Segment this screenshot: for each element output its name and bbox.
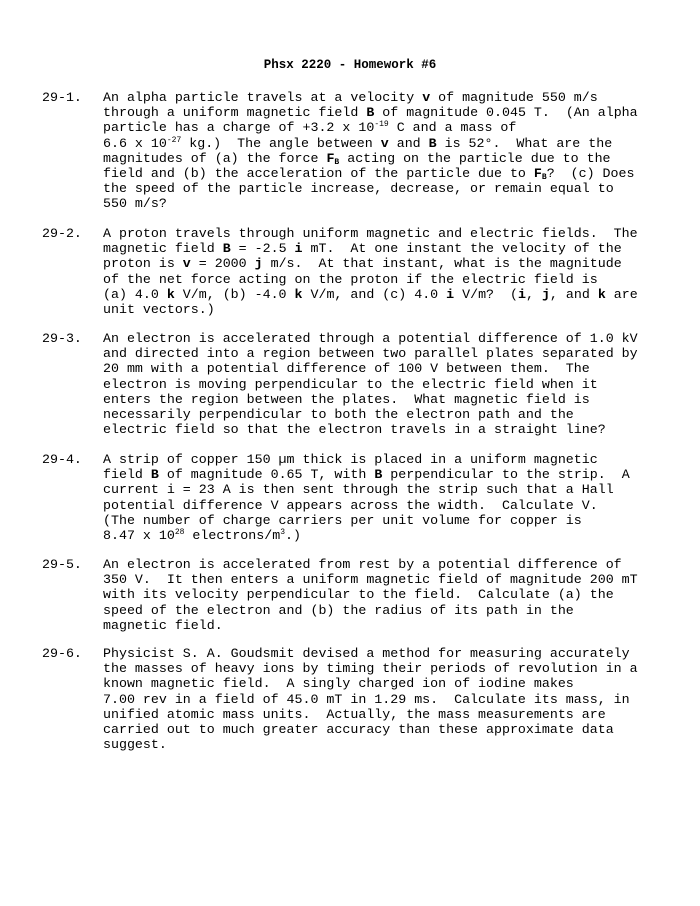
text-line: carried out to much greater accuracy than these approximate data: [103, 721, 614, 737]
text-line: 8.47 x $10^{28}$ electrons/$m^3$.): [103, 527, 301, 543]
text-line: current i = 23 A is then sent through the strip such that a Hall: [103, 482, 614, 498]
problem-text: [103, 557, 668, 633]
text-line: potential difference V appears across the width. Calculate V.: [103, 497, 598, 513]
text-line: An electron is accelerated through a potential difference of 1.0 kV: [103, 331, 638, 346]
problem-number: 29-4.: [42, 452, 82, 467]
problem-text: [103, 90, 668, 212]
text-line: (a) 4.0 k V/m, (b) -4.0 k V/m, and (c) 4.0 i V/m? (i, j, and k are: [103, 286, 638, 302]
text-line: (The number of charge carriers per unit volume for copper is: [103, 512, 582, 528]
text-line: field and (b) the acceleration of the particle due to $F_B$? (c) Does: [103, 165, 635, 182]
text-line: with its velocity perpendicular to the field. Calculate (a) the: [103, 587, 614, 603]
problem-number: 29-5.: [42, 557, 82, 572]
problem-number: 29-2.: [42, 226, 82, 241]
text-line: unit vectors.): [103, 301, 215, 317]
problem-text: [103, 452, 668, 543]
text-line: through a uniform magnetic field B of magnitude 0.045 T. (An alpha: [103, 105, 638, 121]
text-line: necessarily perpendicular to both the electron path and the: [103, 406, 574, 422]
text-line: proton is v = 2000 j m/s. At that instant, what is the magnitude: [103, 256, 622, 272]
text-line: particle has a charge of +3.2 x $10^{-19}$ C and a mass of: [103, 120, 517, 136]
problem-number: 29-1.: [42, 90, 82, 105]
text-line: Physicist S. A. Goudsmit devised a method for measuring accurately: [103, 646, 630, 661]
problem-text: [103, 226, 668, 317]
text-line: magnetic field.: [103, 617, 223, 633]
text-line: field B of magnitude 0.65 T, with B perpendicular to the strip. A: [103, 467, 630, 483]
text-line: 20 mm with a potential difference of 100 V between them. The: [103, 361, 590, 377]
text-line: 6.6 x $10^{-27}$ kg.) The angle between v and B is 52°. What are the: [103, 135, 613, 151]
text-line: 550 m/s?: [103, 196, 167, 212]
text-line: known magnetic field. A singly charged ion of iodine makes: [103, 676, 574, 692]
text-line: the masses of heavy ions by timing their periods of revolution in a: [103, 661, 638, 677]
text-line: magnetic field B = -2.5 i mT. At one instant the velocity of the: [103, 241, 622, 257]
problem-number: 29-3.: [42, 331, 82, 346]
text-line: speed of the electron and (b) the radius of its path in the: [103, 602, 574, 618]
text-line: 350 V. It then enters a uniform magnetic field of magnitude 200 mT: [103, 572, 638, 588]
text-line: A strip of copper 150 µm thick is placed in a uniform magnetic: [103, 452, 598, 467]
text-line: suggest.: [103, 737, 167, 753]
text-line: An alpha particle travels at a velocity v of magnitude 550 m/s: [103, 90, 598, 105]
text-line: the speed of the particle increase, decrease, or remain equal to: [103, 181, 614, 197]
page-title: Phsx 2220 - Homework #6: [263, 58, 437, 72]
problem-text: [103, 331, 668, 437]
text-line: electron is moving perpendicular to the electric field when it: [103, 376, 598, 392]
text-line: enters the region between the plates. What magnetic field is: [103, 391, 590, 407]
text-line: of the net force acting on the proton if the electric field is: [103, 271, 598, 287]
text-line: electric field so that the electron travels in a straight line?: [103, 422, 606, 438]
problem-text: [103, 646, 668, 752]
text-line: An electron is accelerated from rest by a potential difference of: [103, 557, 622, 572]
text-line: unified atomic mass units. Actually, the mass measurements are: [103, 706, 606, 722]
text-line: and directed into a region between two parallel plates separated by: [103, 346, 638, 362]
text-line: 7.00 rev in a field of 45.0 mT in 1.29 ms. Calculate its mass, in: [103, 691, 630, 707]
problem-number: 29-6.: [42, 646, 82, 661]
text-line: magnitudes of (a) the force $F_B$ acting on the particle due to the: [103, 150, 611, 167]
text-line: A proton travels through uniform magnetic and electric fields. The: [103, 226, 638, 241]
